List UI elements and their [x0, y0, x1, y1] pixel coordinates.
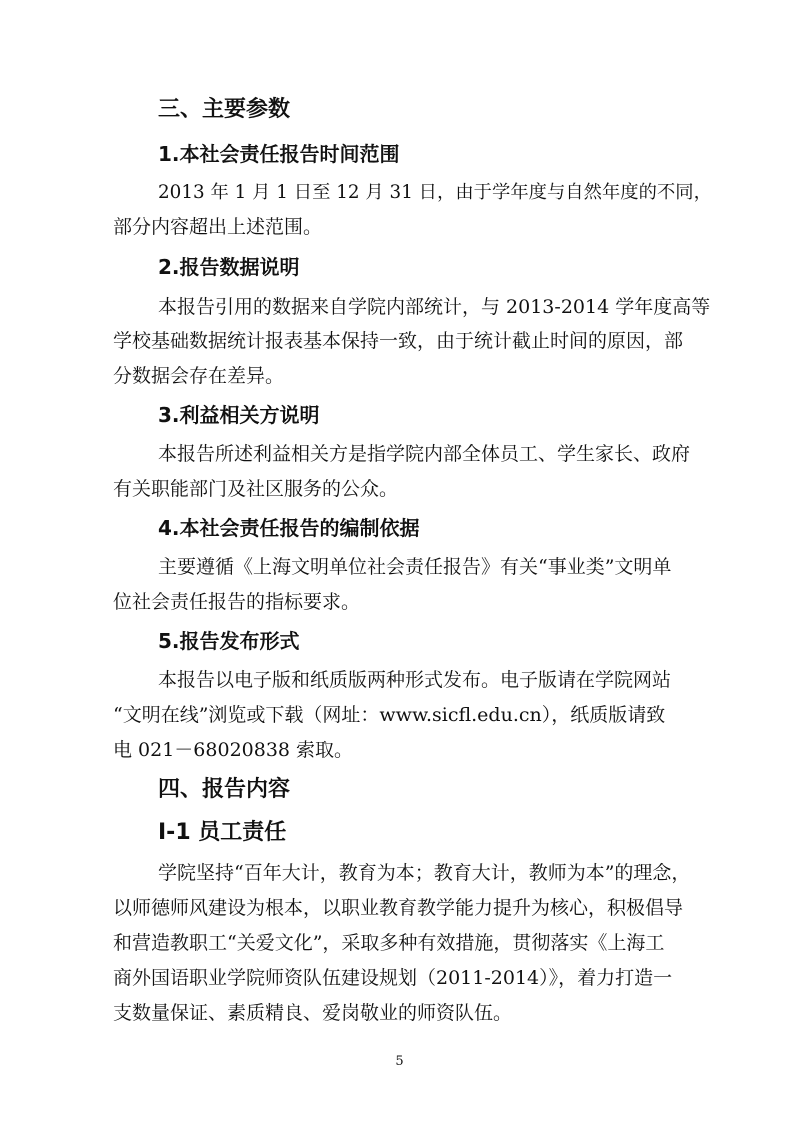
paragraph-line: 部分内容超出上述范围。: [113, 216, 323, 238]
paragraph-line: “文明在线”浏览或下载（网址：www.sicfl.edu.cn），纸质版请致: [113, 704, 666, 726]
paragraph-line: 支数量保证、素质精良、爱岗敬业的师资队伍。: [113, 1002, 513, 1024]
paragraph-line: 2013 年 1 月 1 日至 12 月 31 日，由于学年度与自然年度的不同，: [158, 182, 712, 203]
paragraph-line: 主要遵循《上海文明单位社会责任报告》有关“事业类”文明单: [158, 556, 672, 578]
paragraph-line: 电 021－68020838 索取。: [113, 739, 354, 761]
section-heading-main-parameters: 三、主要参数: [158, 97, 291, 122]
paragraph-line: 本报告所述利益相关方是指学院内部全体员工、学生家长、政府: [158, 443, 691, 465]
paragraph-line: 学院坚持“百年大计，教育为本；教育大计，教师为本”的理念，: [158, 862, 691, 884]
paragraph-line: 以师德师风建设为根本，以职业教育教学能力提升为核心，积极倡导: [113, 897, 684, 919]
item-heading-compilation-basis: 4.本社会责任报告的编制依据: [158, 516, 420, 540]
item-heading-data-description: 2.报告数据说明: [158, 255, 300, 279]
page-number: 5: [395, 1054, 404, 1069]
paragraph-line: 学校基础数据统计报表基本保持一致，由于统计截止时间的原因，部: [113, 330, 684, 352]
paragraph-line: 有关职能部门及社区服务的公众。: [113, 478, 399, 500]
item-heading-release-format: 5.报告发布形式: [158, 629, 300, 653]
paragraph-line: 本报告以电子版和纸质版两种形式发布。电子版请在学院网站: [158, 669, 672, 691]
paragraph-line: 分数据会存在差异。: [113, 365, 285, 387]
subsection-heading-staff-responsibility: I-1 员工责任: [158, 820, 287, 845]
paragraph-line: 位社会责任报告的指标要求。: [113, 591, 361, 613]
section-heading-report-content: 四、报告内容: [158, 777, 291, 802]
paragraph-line: 商外国语职业学院师资队伍建设规划（2011-2014）》，着力打造一: [113, 967, 673, 989]
paragraph-line: 本报告引用的数据来自学院内部统计，与 2013-2014 学年度高等: [158, 296, 711, 318]
item-heading-time-range: 1.本社会责任报告时间范围: [158, 142, 400, 166]
item-heading-stakeholders: 3.利益相关方说明: [158, 403, 320, 427]
paragraph-line: 和营造教职工“关爱文化”，采取多种有效措施，贯彻落实《上海工: [113, 932, 665, 954]
